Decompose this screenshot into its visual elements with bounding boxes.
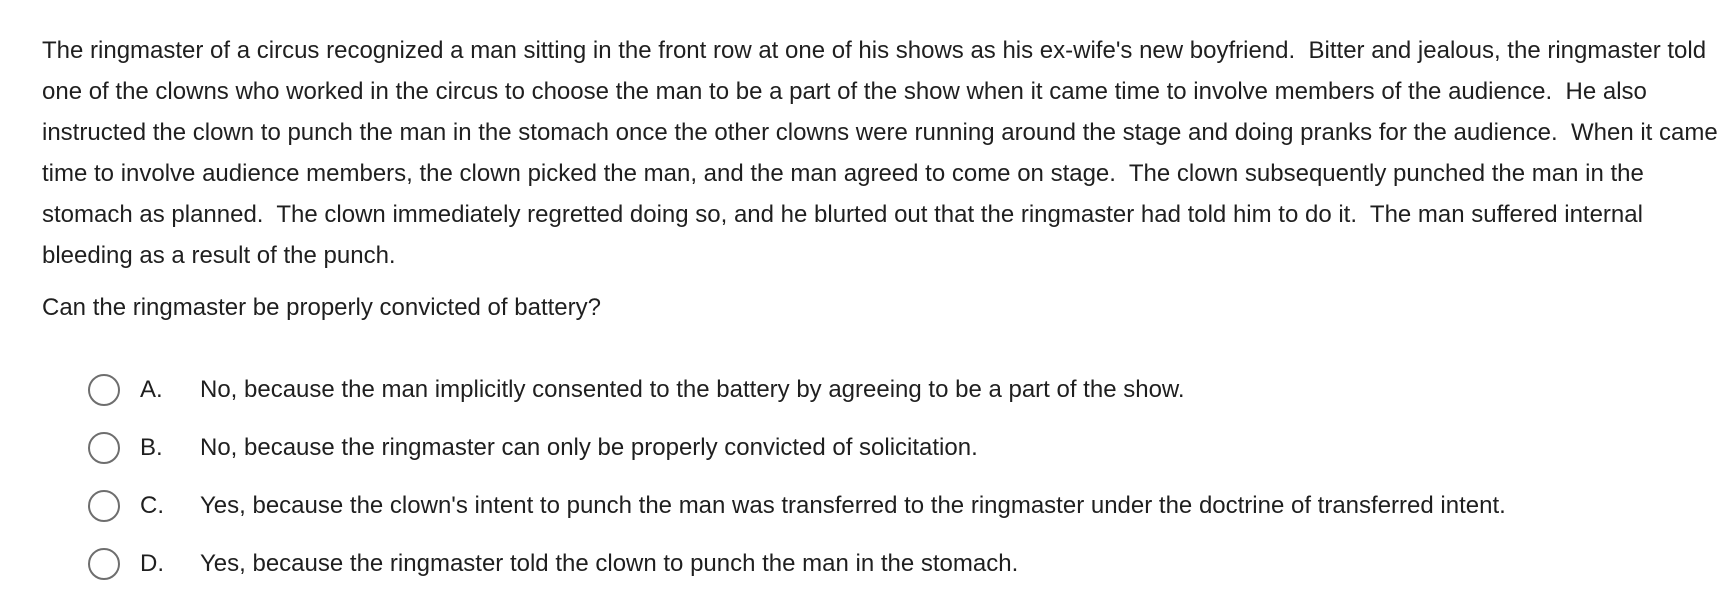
- answer-option-d[interactable]: [88, 535, 1716, 593]
- passage-sentence: The ringmaster of a circus recognized a man sitting in the front row at one of his shows as his ex-wife's new boyfriend.: [42, 37, 1296, 64]
- answer-option-c[interactable]: [88, 477, 1716, 535]
- passage-sentence: He also instructed the clown to punch the man in the stomach once the other clowns were running around the stage and doing pranks for the audience.: [42, 78, 1647, 146]
- option-letter: D.: [140, 550, 164, 577]
- option-letter: B.: [140, 434, 163, 461]
- radio-button-d[interactable]: [88, 548, 120, 580]
- answer-option-a[interactable]: [88, 361, 1716, 419]
- question-stem: Can the ringmaster be properly convicted of battery?: [42, 294, 601, 321]
- passage-sentence: The clown immediately regretted doing so, and he blurted out that the ringmaster had told him to do it.: [276, 201, 1357, 228]
- passage-sentence: Bitter and jealous, the ringmaster told one of the clowns who worked in the circus to choose the man to be a part of the show when it came time to involve members of the audience.: [42, 37, 1707, 105]
- answer-options: [42, 361, 1716, 593]
- answer-option-b[interactable]: [88, 419, 1716, 477]
- radio-button-c[interactable]: [88, 490, 120, 522]
- passage-sentence: When it came time to involve audience members, the clown picked the man, and the man agreed to come on stage.: [42, 119, 1718, 187]
- option-text: No, because the man implicitly consented to the battery by agreeing to be a part of the show.: [200, 376, 1185, 403]
- option-text: No, because the ringmaster can only be properly convicted of solicitation.: [200, 434, 978, 461]
- radio-button-b[interactable]: [88, 432, 120, 464]
- option-text: Yes, because the clown's intent to punch the man was transferred to the ringmaster under the doctrine of transferred intent.: [200, 492, 1506, 519]
- option-text: Yes, because the ringmaster told the clown to punch the man in the stomach.: [200, 550, 1019, 577]
- passage-sentence: The clown subsequently punched the man in the stomach as planned.: [42, 160, 1644, 228]
- passage-sentence: The man suffered internal bleeding as a result of the punch.: [42, 201, 1643, 269]
- option-letter: A.: [140, 376, 163, 403]
- question-passage: [42, 30, 1722, 276]
- radio-button-a[interactable]: [88, 374, 120, 406]
- option-letter: C.: [140, 492, 164, 519]
